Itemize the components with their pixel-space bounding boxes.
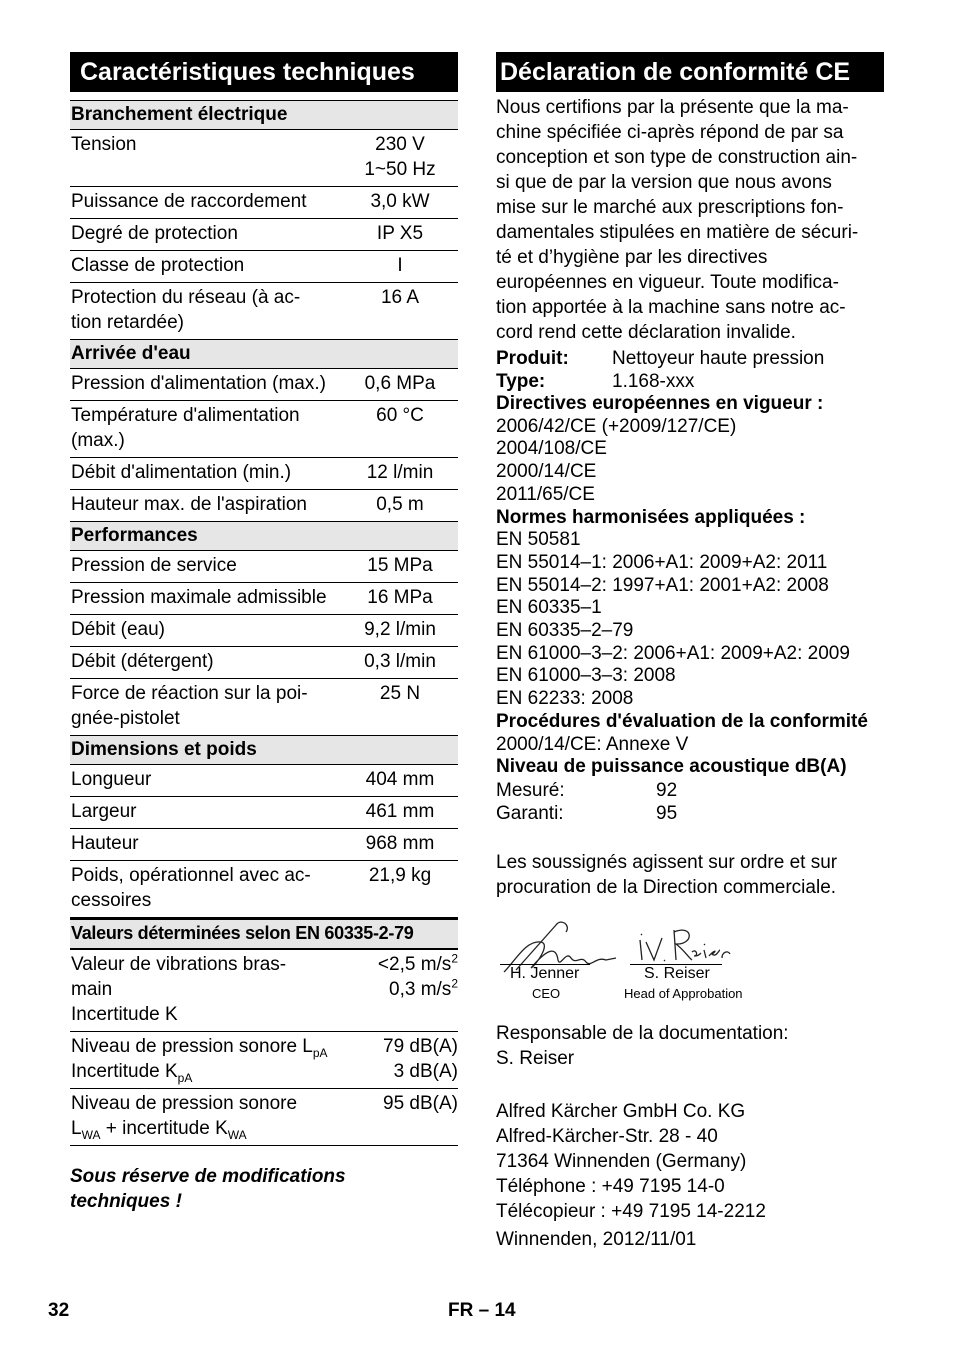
section-header: Arrivée d'eau (70, 340, 458, 369)
declaration-column (496, 52, 884, 1252)
spec-label: Puissance de raccordement (71, 191, 307, 212)
directives-list (496, 416, 884, 507)
spec-value: 25 N (379, 683, 421, 704)
sound-pressure-row: Niveau de pression sonore $L_{pA}$ Incertitude $K_{pA}$ 79 dB(A) 3 dB(A) (70, 1032, 458, 1089)
norm-item: EN 61000–3–3: 2008 (496, 665, 676, 687)
spec-label: Degré de protection (71, 223, 238, 244)
intro-line: té et d’hygiène par les directives (496, 247, 768, 268)
spec-value: 15 MPa (367, 555, 433, 576)
spec-label: cessoires (71, 890, 152, 911)
specs-column (70, 52, 458, 1214)
spec-value: 0,5 m (376, 494, 424, 515)
spec-row (70, 861, 458, 918)
spec-row (70, 130, 458, 187)
spec-label: Débit (eau) (71, 619, 165, 640)
signatures (496, 920, 884, 1018)
address-line: Alfred Kärcher GmbH Co. KG (496, 1100, 746, 1122)
norm-item: EN 62233: 2008 (496, 688, 634, 710)
signer1-role: CEO (532, 985, 561, 1001)
spec-value: 1~50 Hz (364, 159, 436, 180)
spec-label: (max.) (71, 430, 125, 451)
spec-row (70, 551, 458, 583)
spec-row (70, 283, 458, 340)
norm-item: EN 60335–2–79 (496, 620, 634, 642)
section-header: Dimensions et poids (70, 736, 458, 765)
section-header: Performances (70, 522, 458, 551)
address-line: Alfred-Kärcher-Str. 28 - 40 (496, 1125, 718, 1147)
spec-value: 60 °C (376, 405, 424, 426)
product-line: Produit: Nettoyeur haute pression (496, 348, 825, 369)
spec-row (70, 829, 458, 861)
intro-line: conception et son type de construction ain- (496, 147, 858, 168)
spec-row (70, 219, 458, 251)
vibration-table (70, 918, 458, 1146)
guaranteed-line: Garanti: 95 (496, 802, 678, 824)
sound-power-row: Niveau de pression sonore $L_{WA}$ + incertitude $K_{WA}$ 95 dB(A) (70, 1089, 458, 1146)
spec-value: 16 MPa (367, 587, 433, 608)
spec-label: Largeur (71, 801, 137, 822)
procedure-header: Procédures d'évaluation de la conformité (496, 710, 868, 732)
norm-item: EN 61000–3–2: 2006+A1: 2009+A2: 2009 (496, 642, 850, 664)
spec-label: Pression de service (71, 555, 237, 576)
spec-row (70, 583, 458, 615)
signers-line: procuration de la Direction commerciale. (496, 876, 837, 898)
spec-row (70, 401, 458, 458)
procedure-value: 2000/14/CE: Annexe V (496, 733, 689, 755)
spec-row (70, 369, 458, 401)
specs-table (70, 100, 458, 918)
spec-value: I (397, 255, 403, 276)
directives-header: Directives européennes en vigueur : (496, 393, 824, 414)
specs-title: Caractéristiques techniques (70, 52, 458, 92)
spec-value: 16 A (380, 287, 420, 308)
spec-label: Hauteur max. de l'aspiration (71, 494, 307, 515)
acoustic-header: Niveau de puissance acoustique dB(A) (496, 756, 847, 778)
norms-header: Normes harmonisées appliquées : (496, 506, 806, 528)
type-line: Type: 1.168-xxx (496, 371, 695, 392)
intro-line: damentales stipulées en matière de sécuri- (496, 222, 859, 243)
spec-value: 404 mm (365, 769, 435, 790)
page-number: 32 (48, 1300, 70, 1321)
directive-item: 2011/65/CE (496, 483, 595, 505)
spec-value: 9,2 l/min (364, 619, 436, 640)
intro-line: si que de par la version que nous avons (496, 172, 832, 193)
norms-list (496, 529, 884, 711)
signers-line: Les soussignés agissent sur ordre et sur (496, 851, 838, 873)
signer2-role: Head of Approbation (624, 985, 743, 1001)
spec-label: Pression maximale admissible (71, 587, 327, 608)
reservation-note: Sous réserve de modifications techniques ! (70, 1166, 346, 1212)
spec-label: Température d'alimentation (71, 405, 300, 426)
norm-item: EN 55014–2: 1997+A1: 2001+A2: 2008 (496, 574, 829, 596)
intro-line: tion apportée à la machine sans notre ac- (496, 297, 846, 318)
intro-line: chine spécifiée ci-après répond de par sa (496, 122, 844, 143)
signature-reiser (634, 920, 734, 970)
spec-row (70, 458, 458, 490)
spec-label: tion retardée) (71, 312, 185, 333)
directive-item: 2004/108/CE (496, 438, 607, 460)
spec-label: Tension (71, 134, 137, 155)
signer2-name: S. Reiser (644, 964, 710, 982)
spec-label: Poids, opérationnel avec ac- (71, 865, 311, 886)
norm-item: EN 50581 (496, 529, 581, 551)
doc-resp-line: Responsable de la documentation: (496, 1022, 789, 1044)
vibration-row: Valeur de vibrations bras- main Incertitude K <2,5 $m/s^2$ 0,3 $m/s^2$ (70, 949, 458, 1032)
spec-label: Protection du réseau (à ac- (71, 287, 301, 308)
intro-line: cord rend cette déclaration invalide. (496, 322, 796, 343)
spec-row (70, 797, 458, 829)
spec-row (70, 615, 458, 647)
directive-item: 2000/14/CE (496, 461, 597, 483)
spec-row (70, 187, 458, 219)
page-label: FR – 14 (448, 1300, 516, 1321)
spec-value: 230 V (375, 134, 425, 155)
spec-value: 0,3 l/min (364, 651, 436, 672)
spec-value: 0,6 MPa (364, 373, 436, 394)
signers-text (496, 850, 884, 900)
spec-value: 12 l/min (366, 462, 434, 483)
spec-row (70, 251, 458, 283)
spec-value: 461 mm (365, 801, 435, 822)
section-header: Valeurs déterminées selon EN 60335-2-79 (70, 919, 458, 949)
norm-item: EN 60335–1 (496, 597, 602, 619)
intro-line: Nous certifions par la présente que la ma- (496, 97, 849, 118)
spec-value: 3,0 kW (370, 191, 430, 212)
spec-value: 21,9 kg (368, 865, 432, 886)
spec-label: Débit d'alimentation (min.) (71, 462, 292, 483)
doc-resp-line: S. Reiser (496, 1047, 575, 1069)
spec-label: Pression d'alimentation (max.) (71, 373, 326, 394)
spec-value: IP X5 (376, 223, 424, 244)
declaration-title: Déclaration de conformité CE (496, 52, 884, 92)
spec-label: Force de réaction sur la poi- (71, 683, 308, 704)
signer1-name: H. Jenner (510, 964, 580, 982)
date-line: Winnenden, 2012/11/01 (496, 1228, 697, 1250)
intro-text (496, 95, 884, 345)
spec-value: 968 mm (365, 833, 435, 854)
section-header: Branchement électrique (70, 101, 458, 130)
spec-label: Classe de protection (71, 255, 245, 276)
company-address (496, 1099, 884, 1224)
spec-row (70, 765, 458, 797)
address-line: Télécopieur : +49 7195 14-2212 (496, 1200, 766, 1222)
spec-label: gnée-pistolet (71, 708, 180, 729)
spec-label: Longueur (71, 769, 152, 790)
intro-line: européennes en vigueur. Toute modifica- (496, 272, 839, 293)
documentation-responsible (496, 1021, 884, 1071)
spec-label: Hauteur (71, 833, 139, 854)
intro-line: mise sur le marché aux prescriptions fon- (496, 197, 844, 218)
address-line: Téléphone : +49 7195 14-0 (496, 1175, 725, 1197)
spec-row (70, 490, 458, 522)
spec-label: Débit (détergent) (71, 651, 214, 672)
spec-row (70, 647, 458, 679)
measured-line: Mesuré: 92 (496, 779, 678, 801)
directive-item: 2006/42/CE (+2009/127/CE) (496, 415, 737, 437)
address-line: 71364 Winnenden (Germany) (496, 1150, 747, 1172)
norm-item: EN 55014–1: 2006+A1: 2009+A2: 2011 (496, 551, 828, 573)
spec-row (70, 679, 458, 736)
